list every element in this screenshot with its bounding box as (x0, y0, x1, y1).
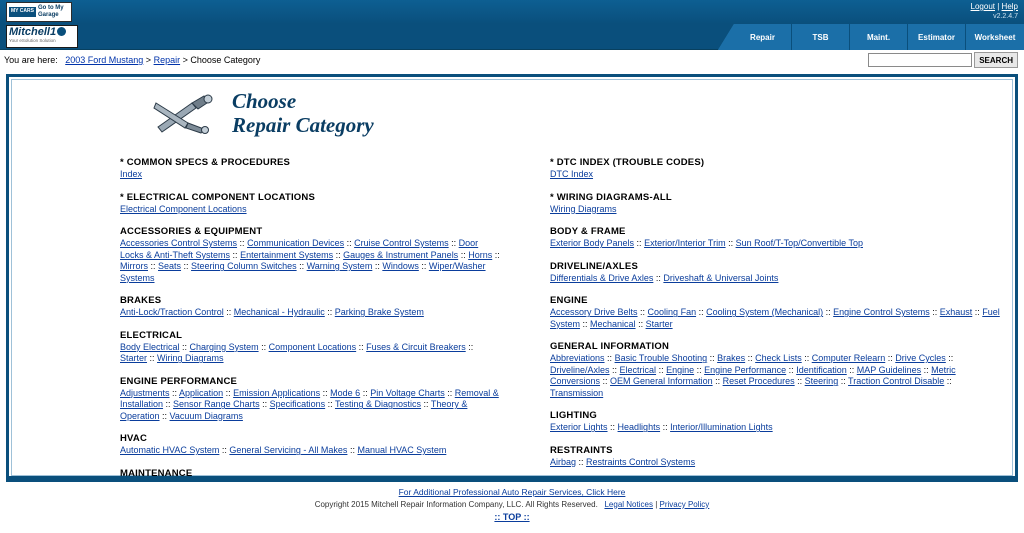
category-link[interactable]: Brakes (717, 353, 746, 364)
top-bar (0, 0, 1024, 24)
link-separator: :: (607, 422, 618, 433)
link-separator: :: (296, 261, 307, 272)
pro-services-link[interactable]: For Additional Professional Auto Repair Services, Click Here (398, 487, 626, 497)
category-link[interactable]: Manual HVAC System (357, 445, 447, 456)
breadcrumb-vehicle-link[interactable]: 2003 Ford Mustang (65, 55, 144, 65)
category-link[interactable]: Check Lists (755, 353, 802, 364)
link-separator: :: (258, 341, 269, 352)
category-link[interactable]: Removal & Installation (120, 387, 499, 410)
link-separator: :: (725, 238, 736, 249)
category-link[interactable]: Body Electrical (120, 341, 180, 352)
category-link[interactable]: Reset Procedures (722, 376, 795, 387)
category-link[interactable]: Starter (645, 318, 673, 329)
category-link[interactable]: Wiring Diagrams (550, 203, 617, 214)
category-group (120, 376, 502, 423)
category-link[interactable]: Windows (382, 261, 419, 272)
category-group (120, 157, 502, 181)
breadcrumb-current: Choose Category (190, 55, 261, 65)
category-group-links (550, 273, 1002, 285)
category-link[interactable]: Mode 6 (330, 387, 361, 398)
category-link[interactable]: Specifications (269, 399, 326, 410)
category-link[interactable]: Vacuum Diagrams (169, 410, 243, 421)
category-link[interactable]: Cooling Fan (647, 307, 697, 318)
link-separator: :: (347, 445, 358, 456)
category-link[interactable]: Steering Column Switches (191, 261, 297, 272)
brand-bar (0, 24, 1024, 50)
category-link[interactable]: Seats (158, 261, 182, 272)
page-title (232, 90, 374, 137)
link-separator: :: (972, 307, 983, 318)
brand-dot-icon (57, 27, 66, 36)
category-link[interactable]: OEM General Information (610, 376, 713, 387)
mitchell1-logo[interactable] (6, 25, 78, 48)
category-group (550, 445, 1002, 469)
link-separator: :: (921, 364, 932, 375)
page-title-line1: Choose (232, 89, 297, 113)
category-group (550, 295, 1002, 330)
link-separator: :: (230, 249, 241, 260)
link-separator: :: (325, 399, 335, 410)
category-group-links (120, 342, 502, 365)
topbar-separator: | (997, 2, 1000, 11)
category-link[interactable]: Starter (120, 353, 148, 364)
category-group-links (550, 169, 1002, 181)
category-link[interactable]: MAP Guidelines (856, 364, 922, 375)
category-link[interactable]: Mirrors (120, 261, 148, 272)
search-input[interactable] (868, 53, 972, 67)
category-link[interactable]: Index (120, 169, 143, 180)
category-group-links (120, 204, 502, 216)
tab-maint[interactable]: Maint. (850, 24, 908, 50)
category-group-heading: ENGINE PERFORMANCE (120, 375, 238, 387)
link-separator: :: (600, 376, 611, 387)
legal-notices-link[interactable]: Legal Notices (604, 499, 653, 509)
brand-name-text: Mitchell1 (9, 26, 57, 38)
category-link[interactable]: Engine Performance (704, 364, 787, 375)
logout-link[interactable]: Logout (970, 2, 995, 11)
category-group (120, 330, 502, 365)
privacy-policy-link[interactable]: Privacy Policy (659, 499, 710, 509)
category-link[interactable]: Warning System (306, 261, 373, 272)
category-link[interactable]: Identification (796, 364, 847, 375)
category-group (550, 261, 1002, 285)
my-garage-button[interactable] (6, 2, 72, 22)
category-link[interactable]: Theory & Operation (120, 399, 468, 421)
category-group-heading: MAINTENANCE (120, 467, 193, 479)
link-separator: :: (148, 261, 159, 272)
link-separator: :: (786, 364, 797, 375)
category-link[interactable]: General Servicing - All Makes (229, 445, 348, 456)
category-link[interactable]: Entertainment Systems (240, 249, 334, 260)
category-group-links (120, 388, 502, 423)
category-link[interactable]: Gauges & Instrument Panels (343, 249, 459, 260)
category-group (550, 341, 1002, 399)
link-separator: :: (169, 387, 180, 398)
main-nav-tabs (718, 24, 1024, 50)
legal-separator: | (655, 499, 658, 509)
category-link[interactable]: Basic Trouble Shooting (614, 353, 708, 364)
category-columns (12, 143, 1012, 479)
right-category-column (512, 157, 1012, 479)
main-panel (6, 74, 1018, 479)
my-garage-label: Go to My Garage (37, 5, 64, 18)
category-link[interactable]: Metric Conversions (550, 364, 956, 387)
link-separator: :: (576, 456, 587, 467)
category-group-links (550, 422, 1002, 434)
category-group-heading: * DTC INDEX (TROUBLE CODES) (550, 157, 705, 169)
category-group-heading: RESTRAINTS (550, 444, 613, 456)
category-link[interactable]: Anti-Lock/Traction Control (120, 307, 224, 318)
category-link[interactable]: Driveline/Axles (550, 364, 610, 375)
category-group-heading: * COMMON SPECS & PROCEDURES (120, 157, 291, 169)
category-link[interactable]: Charging System (189, 341, 259, 352)
link-separator: :: (179, 341, 190, 352)
category-link[interactable]: Electrical (619, 364, 657, 375)
link-separator: :: (604, 353, 615, 364)
link-separator: :: (163, 399, 174, 410)
breadcrumb-prefix: You are here: (4, 55, 58, 65)
link-separator: :: (653, 272, 664, 283)
link-separator: :: (823, 307, 834, 318)
link-separator: :: (745, 353, 756, 364)
link-separator: :: (944, 376, 952, 387)
link-separator: :: (223, 387, 234, 398)
tab-repair[interactable]: Repair (734, 24, 792, 50)
category-group-heading: LIGHTING (550, 410, 597, 422)
link-separator: :: (324, 307, 335, 318)
nav-slant-decoration (718, 24, 734, 50)
link-separator: :: (356, 341, 367, 352)
category-link[interactable]: Mechanical (590, 318, 636, 329)
category-group (550, 226, 1002, 250)
link-separator: :: (237, 238, 248, 249)
version-label: v2.2.4.7 (993, 13, 1018, 21)
category-link[interactable]: Cruise Control Systems (354, 238, 449, 249)
link-separator: :: (223, 307, 234, 318)
category-group (120, 295, 502, 319)
link-separator: :: (147, 353, 158, 364)
category-link[interactable]: Horns (468, 249, 493, 260)
category-link[interactable]: Abbreviations (550, 353, 605, 364)
category-group-links (120, 307, 502, 319)
footer-divider (6, 479, 1018, 482)
link-separator: :: (421, 399, 431, 410)
category-group (120, 226, 502, 284)
link-separator: :: (333, 249, 344, 260)
link-separator: :: (418, 261, 429, 272)
help-link[interactable]: Help (1001, 2, 1018, 11)
link-separator: :: (838, 376, 849, 387)
brand-tagline: Your eSolution Solution (9, 38, 56, 43)
link-separator: :: (372, 261, 383, 272)
link-separator: :: (444, 387, 455, 398)
category-group (550, 157, 1002, 181)
link-separator: :: (637, 307, 648, 318)
category-group (120, 192, 502, 216)
category-group-links (550, 238, 1002, 250)
category-link[interactable]: Adjustments (120, 387, 170, 398)
category-link[interactable]: Interior/Illumination Lights (670, 422, 773, 433)
link-separator: :: (320, 387, 331, 398)
category-group-heading: ELECTRICAL (120, 329, 183, 341)
category-link[interactable]: Sensor Range Charts (173, 399, 260, 410)
link-separator: :: (885, 353, 896, 364)
category-link[interactable]: Accessory Drive Belts (550, 307, 638, 318)
tab-tsb[interactable]: TSB (792, 24, 850, 50)
search-button[interactable]: SEARCH (974, 52, 1018, 68)
category-group-heading: HVAC (120, 433, 148, 445)
link-separator: :: (794, 376, 805, 387)
tab-estimator[interactable]: Estimator (908, 24, 966, 50)
wrench-screwdriver-icon (152, 93, 222, 135)
link-separator: :: (580, 318, 591, 329)
category-link[interactable]: Mechanical - Hydraulic (233, 307, 325, 318)
category-group-heading: DRIVELINE/AXLES (550, 260, 638, 272)
category-link[interactable]: Sun Roof/T-Top/Convertible Top (735, 238, 863, 249)
category-link[interactable]: Accessories Control Systems (120, 238, 238, 249)
tab-worksheet[interactable]: Worksheet (966, 24, 1024, 50)
breadcrumb-separator-2: > (182, 55, 188, 65)
category-link[interactable]: Cooling System (Mechanical) (706, 307, 824, 318)
category-link[interactable]: Exterior Lights (550, 422, 608, 433)
category-link[interactable]: Electrical Component Locations (120, 203, 247, 214)
category-link[interactable]: Communication Devices (247, 238, 345, 249)
category-link[interactable]: Fuel System (550, 307, 1000, 329)
category-link[interactable]: Application (179, 387, 224, 398)
link-separator: :: (635, 318, 646, 329)
link-separator: :: (712, 376, 723, 387)
category-group-links (120, 169, 502, 181)
search-area (868, 52, 1018, 68)
link-separator: :: (696, 307, 707, 318)
category-link[interactable]: Fuses & Circuit Breakers (366, 341, 466, 352)
category-link[interactable]: Traction Control Disable (848, 376, 945, 387)
category-link[interactable]: Exterior/Interior Trim (644, 238, 726, 249)
link-separator: :: (660, 422, 671, 433)
category-link[interactable]: Differentials & Drive Axles (550, 272, 654, 283)
category-link[interactable]: Automatic HVAC System (120, 445, 220, 456)
link-separator: :: (609, 364, 620, 375)
category-link[interactable]: Parking Brake System (334, 307, 424, 318)
link-separator: :: (634, 238, 645, 249)
link-separator: :: (492, 249, 500, 260)
category-group-heading: * ELECTRICAL COMPONENT LOCATIONS (120, 191, 315, 203)
link-separator: :: (458, 249, 469, 260)
link-separator: :: (846, 364, 857, 375)
category-group-heading: GENERAL INFORMATION (550, 341, 670, 353)
category-group-heading: BRAKES (120, 295, 162, 307)
page-title-area (12, 80, 1012, 143)
category-group-links (550, 307, 1002, 330)
my-cars-logo: MY CARS (9, 7, 36, 17)
category-link[interactable]: Component Locations (268, 341, 357, 352)
link-separator: :: (219, 445, 230, 456)
category-group-links (120, 238, 502, 284)
back-to-top-link[interactable]: :: TOP :: (494, 511, 530, 522)
category-link[interactable]: Airbag (550, 456, 577, 467)
link-separator: :: (465, 341, 474, 352)
category-link[interactable]: Driveshaft & Universal Joints (663, 272, 779, 283)
link-separator: :: (656, 364, 667, 375)
link-separator: :: (259, 399, 270, 410)
top-bar-right (971, 2, 1018, 21)
link-separator: :: (448, 238, 459, 249)
category-link[interactable]: Wiring Diagrams (157, 353, 224, 364)
link-separator: :: (707, 353, 718, 364)
link-separator: :: (360, 387, 371, 398)
link-separator: :: (801, 353, 812, 364)
category-link[interactable]: Transmission (550, 387, 604, 398)
breadcrumb-separator-1: > (145, 55, 152, 65)
link-separator: :: (159, 410, 170, 421)
category-group (120, 433, 502, 457)
left-category-column (12, 157, 512, 479)
category-link[interactable]: DTC Index (550, 169, 594, 180)
category-link[interactable]: Emission Applications (233, 387, 321, 398)
category-link[interactable]: Drive Cycles (895, 353, 946, 364)
category-link[interactable]: Computer Relearn (811, 353, 886, 364)
page-footer (0, 486, 1024, 524)
category-group-links (550, 204, 1002, 216)
link-separator: :: (929, 307, 940, 318)
category-link[interactable]: Restraints Control Systems (586, 456, 696, 467)
category-group (550, 410, 1002, 434)
link-separator: :: (181, 261, 192, 272)
link-separator: :: (344, 238, 355, 249)
category-group (120, 468, 502, 479)
breadcrumb-bar (0, 50, 1024, 72)
main-panel-inner (11, 79, 1013, 479)
category-group-heading: BODY & FRAME (550, 226, 626, 238)
category-link[interactable]: Exhaust (939, 307, 973, 318)
category-group (550, 192, 1002, 216)
category-link[interactable]: Testing & Diagnostics (334, 399, 422, 410)
category-link[interactable]: Pin Voltage Charts (370, 387, 445, 398)
breadcrumb-repair-link[interactable]: Repair (153, 55, 181, 65)
category-link[interactable]: Steering (804, 376, 839, 387)
category-link[interactable]: Door Locks & Anti-Theft Systems (120, 238, 479, 260)
category-group-heading: * WIRING DIAGRAMS-ALL (550, 191, 672, 203)
link-separator: :: (945, 353, 954, 364)
category-group-heading: ACCESSORIES & EQUIPMENT (120, 226, 263, 238)
category-link[interactable]: Engine Control Systems (833, 307, 930, 318)
category-group-links (550, 457, 1002, 469)
category-link[interactable]: Headlights (617, 422, 661, 433)
category-group-heading: ENGINE (550, 295, 588, 307)
category-link[interactable]: Engine (666, 364, 695, 375)
copyright-text: Copyright 2015 Mitchell Repair Information Company, LLC. All Rights Reserved. (314, 499, 598, 509)
category-group-links (550, 353, 1002, 399)
category-link[interactable]: Exterior Body Panels (550, 238, 635, 249)
link-separator: :: (694, 364, 705, 375)
page-title-line2: Repair Category (232, 112, 374, 137)
category-group-links (120, 445, 502, 457)
category-link[interactable]: Wiper/Washer Systems (120, 261, 486, 283)
